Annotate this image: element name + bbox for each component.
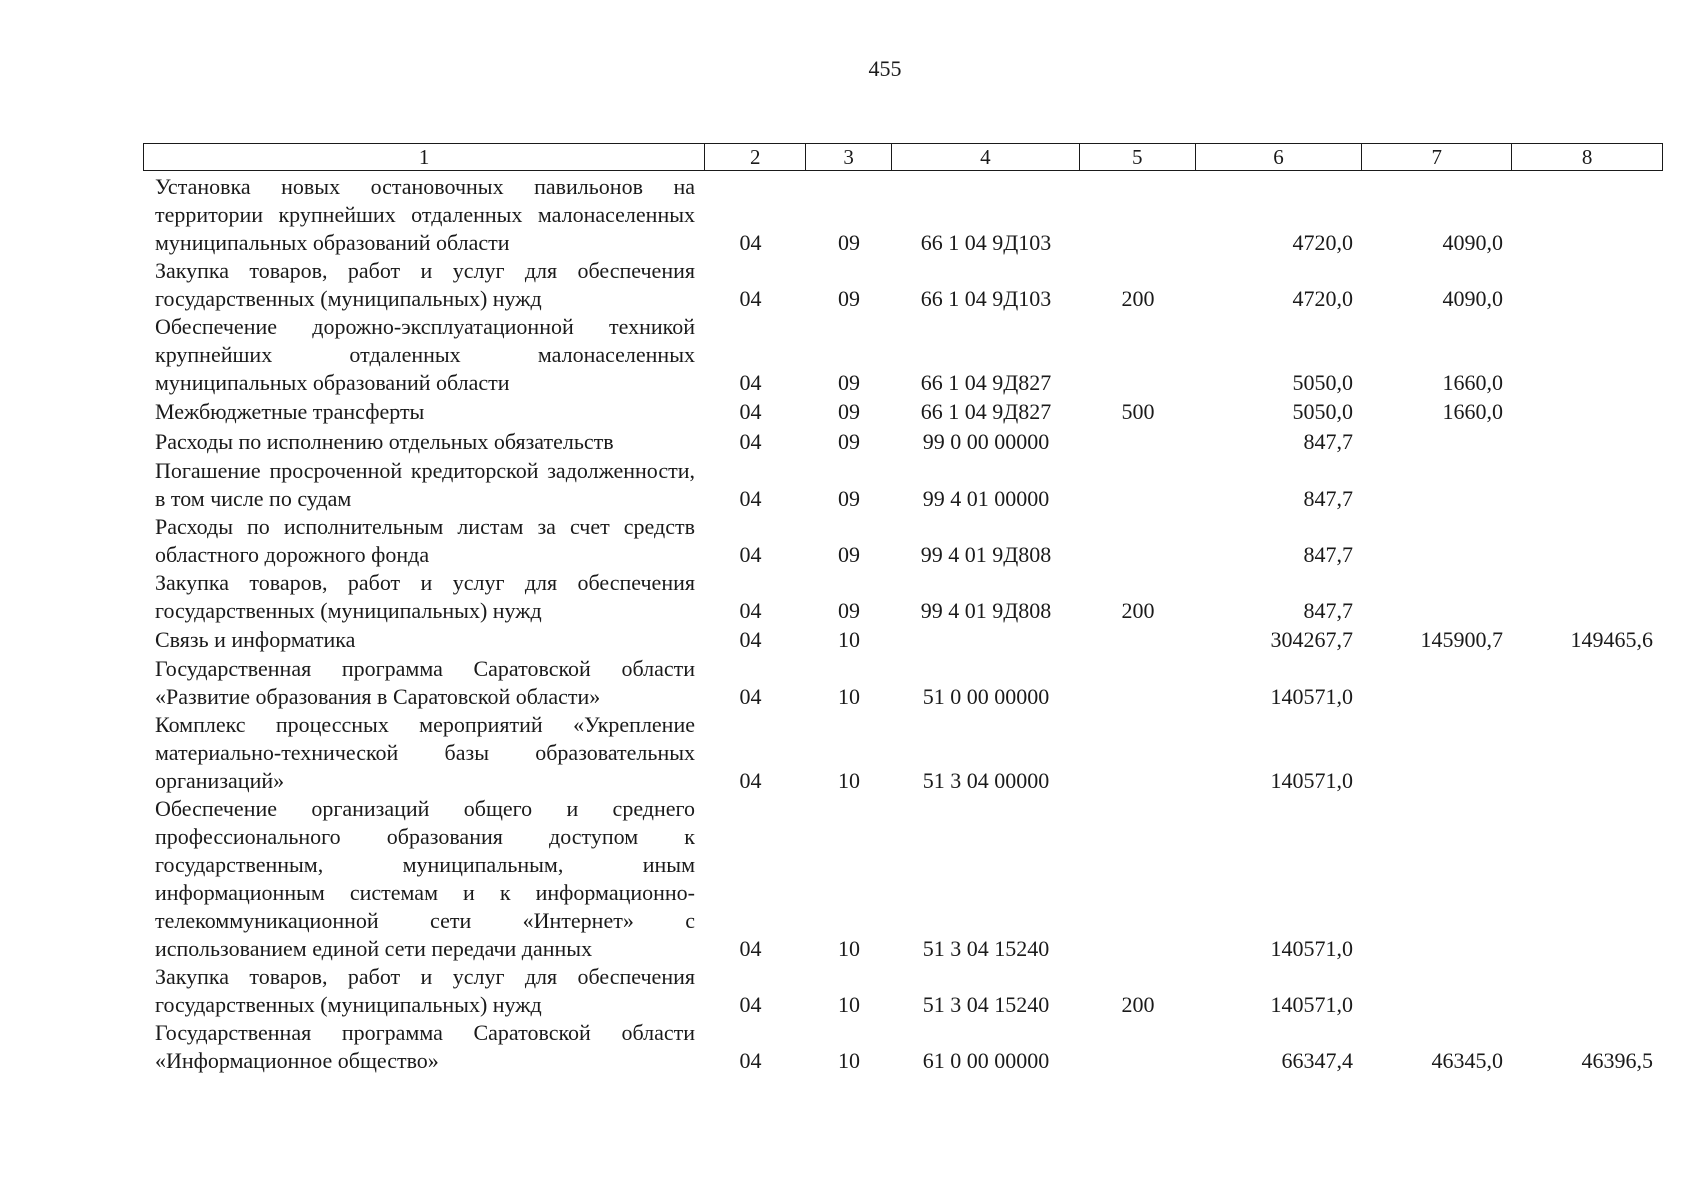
row-target-article: 99 4 01 9Д808	[920, 542, 1052, 567]
row-amount-7: 1660,0	[1442, 399, 1503, 424]
row-amount-7: 4090,0	[1442, 286, 1503, 311]
row-section-code: 04	[739, 429, 762, 454]
row-section-code: 04	[739, 370, 762, 395]
row-description: Расходы по исполнительным листам за счет средств областного дорожного фонда	[155, 514, 695, 567]
row-section-code: 04	[739, 598, 762, 623]
row-amount-6: 140571,0	[1270, 992, 1353, 1017]
table-header	[143, 143, 1663, 171]
row-subsection-code: 09	[838, 598, 860, 623]
row-section-code: 04	[739, 1048, 762, 1073]
row-amount-6: 5050,0	[1292, 399, 1353, 424]
header-col-4: 4	[892, 144, 1080, 170]
row-description: Обеспечение дорожно-эксплуатационной техникой крупнейших отдаленных малонаселенных муниципальных образований области	[155, 314, 695, 395]
row-subsection-code: 10	[838, 684, 860, 709]
row-subsection-code: 09	[838, 370, 860, 395]
row-amount-6: 140571,0	[1270, 936, 1353, 961]
table-row	[143, 313, 1663, 397]
row-description: Закупка товаров, работ и услуг для обеспечения государственных (муниципальных) нужд	[155, 964, 695, 1017]
table-row	[143, 1019, 1663, 1075]
row-amount-7: 145900,7	[1420, 627, 1503, 652]
row-subsection-code: 10	[838, 936, 860, 961]
row-description: Погашение просроченной кредиторской задолженности, в том числе по судам	[155, 458, 695, 511]
row-amount-7: 46345,0	[1431, 1048, 1503, 1073]
row-description: Комплекс процессных мероприятий «Укрепление материально-технической базы образовательных организаций»	[155, 712, 695, 793]
row-description: Закупка товаров, работ и услуг для обеспечения государственных (муниципальных) нужд	[155, 258, 695, 311]
row-expense-type: 500	[1121, 399, 1155, 424]
row-description: Государственная программа Саратовской области «Информационное общество»	[155, 1020, 695, 1073]
row-description: Установка новых остановочных павильонов на территории крупнейших отдаленных малонаселенных муниципальных образований области	[155, 174, 695, 255]
table-row	[143, 655, 1663, 711]
row-amount-7: 1660,0	[1442, 370, 1503, 395]
row-target-article: 51 0 00 00000	[922, 684, 1050, 709]
row-target-article: 51 3 04 00000	[922, 768, 1050, 793]
table-row	[143, 397, 1663, 427]
row-amount-8: 149465,6	[1570, 627, 1653, 652]
row-amount-6: 847,7	[1303, 486, 1353, 511]
row-section-code: 04	[739, 286, 762, 311]
row-section-code: 04	[739, 936, 762, 961]
row-subsection-code: 10	[838, 1048, 860, 1073]
row-section-code: 04	[739, 486, 762, 511]
row-expense-type: 200	[1121, 598, 1155, 623]
row-subsection-code: 10	[838, 768, 860, 793]
row-target-article: 99 4 01 9Д808	[920, 598, 1052, 623]
table-row	[143, 963, 1663, 1019]
row-subsection-code: 09	[838, 542, 860, 567]
row-expense-type: 200	[1121, 286, 1155, 311]
row-amount-6: 140571,0	[1270, 684, 1353, 709]
header-col-6: 6	[1196, 144, 1363, 170]
row-section-code: 04	[739, 399, 762, 424]
row-amount-6: 304267,7	[1270, 627, 1353, 652]
row-section-code: 04	[739, 230, 762, 255]
table-row	[143, 257, 1663, 313]
row-target-article: 66 1 04 9Д103	[920, 230, 1052, 255]
table-row	[143, 569, 1663, 625]
header-col-7: 7	[1362, 144, 1512, 170]
row-target-article: 99 4 01 00000	[922, 486, 1050, 511]
row-target-article: 51 3 04 15240	[922, 936, 1050, 961]
header-col-5: 5	[1080, 144, 1196, 170]
row-amount-8: 46396,5	[1581, 1048, 1653, 1073]
row-target-article: 61 0 00 00000	[922, 1048, 1050, 1073]
row-amount-6: 5050,0	[1292, 370, 1353, 395]
header-col-1: 1	[144, 144, 705, 170]
row-target-article: 51 3 04 15240	[922, 992, 1050, 1017]
row-section-code: 04	[739, 684, 762, 709]
row-section-code: 04	[739, 627, 762, 652]
row-subsection-code: 09	[838, 429, 860, 454]
row-amount-6: 4720,0	[1292, 230, 1353, 255]
row-amount-6: 4720,0	[1292, 286, 1353, 311]
row-subsection-code: 10	[838, 992, 860, 1017]
row-description: Закупка товаров, работ и услуг для обеспечения государственных (муниципальных) нужд	[155, 570, 695, 623]
row-expense-type: 200	[1121, 992, 1155, 1017]
row-subsection-code: 09	[838, 230, 860, 255]
row-section-code: 04	[739, 768, 762, 793]
row-target-article: 66 1 04 9Д827	[920, 399, 1052, 424]
header-col-3: 3	[806, 144, 892, 170]
table-row	[143, 457, 1663, 513]
row-amount-6: 847,7	[1303, 429, 1353, 454]
row-subsection-code: 09	[838, 486, 860, 511]
row-description: Государственная программа Саратовской области «Развитие образования в Саратовской области»	[155, 656, 695, 709]
row-description: Расходы по исполнению отдельных обязательств	[155, 429, 614, 454]
row-description: Связь и информатика	[155, 627, 356, 652]
header-col-2: 2	[705, 144, 806, 170]
row-amount-7: 4090,0	[1442, 230, 1503, 255]
table-row	[143, 427, 1663, 457]
row-description: Обеспечение организаций общего и среднего профессионального образования доступом к государственным, муниципальным, иным информационным системам и к информационно-телекоммуникационной сети «Интернет» с использованием единой сети передачи данных	[155, 796, 695, 961]
table-body	[143, 173, 1663, 1075]
row-amount-6: 66347,4	[1281, 1048, 1353, 1073]
table-row	[143, 173, 1663, 257]
row-target-article: 66 1 04 9Д103	[920, 286, 1052, 311]
row-section-code: 04	[739, 992, 762, 1017]
row-amount-6: 847,7	[1303, 542, 1353, 567]
table-row	[143, 795, 1663, 963]
header-col-8: 8	[1581, 145, 1593, 169]
row-target-article: 66 1 04 9Д827	[920, 370, 1052, 395]
table-row	[143, 625, 1663, 655]
row-subsection-code: 10	[838, 627, 860, 652]
row-subsection-code: 09	[838, 286, 860, 311]
row-amount-6: 847,7	[1303, 598, 1353, 623]
row-description: Межбюджетные трансферты	[155, 399, 425, 424]
row-amount-6: 140571,0	[1270, 768, 1353, 793]
row-subsection-code: 09	[838, 399, 860, 424]
table-row	[143, 513, 1663, 569]
row-target-article: 99 0 00 00000	[922, 429, 1050, 454]
row-section-code: 04	[739, 542, 762, 567]
page-number: 455	[868, 56, 902, 81]
table-row	[143, 711, 1663, 795]
